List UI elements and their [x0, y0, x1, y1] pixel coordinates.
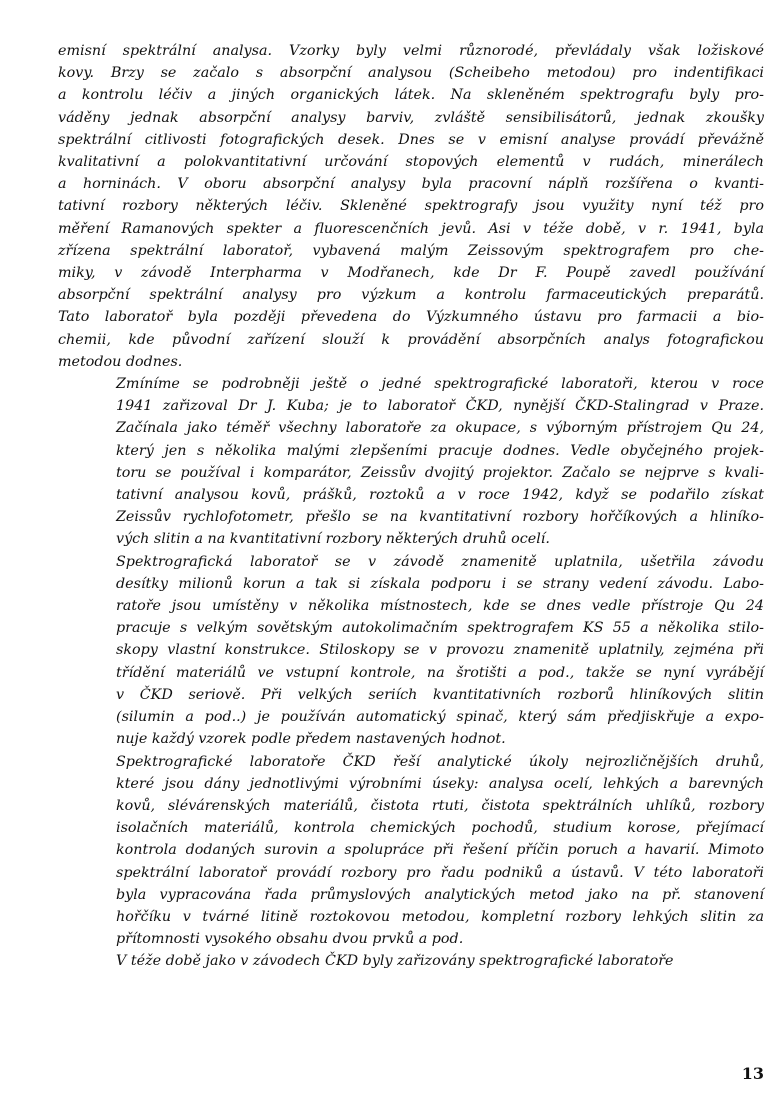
text-line: kovů, slévárenských materiálů, čistota rtuti, čistota spektrálních uhlíků, rozbory	[116, 797, 764, 814]
paragraph	[58, 751, 764, 951]
text-line: absorpční spektrální analysy pro výzkum a kontrolu farmaceutických preparátů.	[58, 287, 764, 304]
text-line: měření Ramanových spekter a fluorescenčních jevů. Asi v téže době, v r. 1941, byla	[58, 220, 764, 237]
body-text	[58, 40, 764, 973]
text-line: byla vypracována řada průmyslových analytických metod jako na př. stanovení	[116, 886, 764, 903]
text-line: spektrální citlivosti fotografických desek. Dnes se v emisní analyse provádí převážně	[58, 131, 764, 148]
page-number: 13	[741, 1064, 764, 1083]
text-line: Zeissův rychlofotometr, přešlo se na kvantitativní rozbory hořčíkových a hliníko-	[116, 509, 764, 526]
text-line: zřízena spektrální laboratoř, vybavená malým Zeissovým spektrografem pro che-	[58, 242, 764, 259]
paragraph	[58, 373, 764, 551]
paragraph	[58, 950, 764, 972]
text-line: spektrální laboratoř provádí rozbory pro řadu podniků a ústavů. V této laboratoři	[116, 864, 764, 881]
text-line: isolačních materiálů, kontrola chemických pochodů, studium korose, přejímací	[116, 820, 764, 837]
text-line: Tato laboratoř byla později převedena do Výzkumného ústavu pro farmacii a bio-	[58, 309, 764, 326]
text-line: Začínala jako téměř všechny laboratoře za okupace, s výborným přístrojem Qu 24,	[116, 420, 764, 437]
text-line: nuje každý vzorek podle předem nastavených hodnot.	[116, 731, 506, 748]
text-line: tativní rozbory některých léčiv. Skleněné spektrografy jsou využity nyní též pro	[58, 198, 764, 215]
text-line: který jen s několika malými zlepšeními pracuje dodnes. Vedle obyčejného projek-	[116, 442, 764, 459]
text-line: chemii, kde původní zařízení slouží k provádění absorpčních analys fotografickou	[58, 331, 764, 348]
text-line: kvalitativní a polokvantitativní určování stopových elementů v rudách, minerálech	[58, 154, 764, 171]
text-line: tativní analysou kovů, prášků, roztoků a v roce 1942, když se podařilo získat	[116, 487, 764, 504]
text-line: 1941 zařizoval Dr J. Kuba; je to laboratoř ČKD, nynější ČKD-Stalingrad v Praze.	[116, 398, 764, 415]
text-line: emisní spektrální analysa. Vzorky byly velmi různorodé, převládaly však ložiskové	[58, 43, 764, 59]
text-line: pracuje s velkým sovětským autokolimačním spektrografem KS 55 a několika stilo-	[116, 620, 764, 637]
text-line: které jsou dány jednotlivými výrobními úseky: analysa ocelí, lehkých a barevných	[116, 775, 764, 792]
text-line: Spektrografické laboratoře ČKD řeší analytické úkoly nejrozličnějších druhů,	[116, 753, 764, 770]
text-line: kontrola dodaných surovin a spolupráce při řešení příčin poruch a havarií. Mimoto	[116, 842, 764, 859]
text-line: skopy vlastní konstrukce. Stiloskopy se v provozu znamenitě uplatnily, zejména při	[116, 642, 764, 659]
text-line: (silumin a pod..) je používán automatický spinač, který sám předjiskřuje a expo-	[116, 709, 764, 726]
text-line: přítomnosti vysokého obsahu dvou prvků a pod.	[116, 931, 464, 948]
text-line: a kontrolu léčiv a jiných organických látek. Na skleněném spektrografu byly pro-	[58, 87, 764, 104]
text-line: ratoře jsou umístěny v několika místnostech, kde se dnes vedle přístroje Qu 24	[116, 598, 764, 615]
text-line: miky, v závodě Interpharma v Modřanech, kde Dr F. Poupě zavedl používání	[58, 265, 764, 282]
text-line: desítky milionů korun a tak si získala podporu i se strany vedení závodu. Labo-	[116, 575, 764, 592]
text-line: hořčíku v tvárné litině roztokovou metodou, kompletní rozbory lehkých slitin za	[116, 908, 764, 925]
text-line: a horninách. V oboru absorpční analysy byla pracovní náplň rozšířena o kvanti-	[58, 176, 764, 193]
text-line: toru se používal i komparátor, Zeissův dvojitý projektor. Začalo se nejprve s kvali-	[116, 464, 764, 481]
document-page	[58, 40, 764, 1110]
text-line: váděny jednak absorpční analysy barviv, zvláště sensibilisátorů, jednak zkoušky	[58, 109, 764, 126]
text-line: V téže době jako v závodech ČKD byly zařizovány spektrografické laboratoře	[116, 953, 674, 970]
text-line: metodou dodnes.	[58, 353, 183, 370]
text-line: kovy. Brzy se začalo s absorpční analysou (Scheibeho metodou) pro indentifikaci	[58, 65, 764, 82]
text-line: třídění materiálů ve vstupní kontrole, na šrotišti a pod., takže se nyní vyrábějí	[116, 664, 764, 681]
text-line: Spektrografická laboratoř se v závodě znamenitě uplatnila, ušetřila závodu	[116, 553, 764, 570]
paragraph	[58, 551, 764, 751]
text-line: Zmíníme se podrobněji ještě o jedné spektrografické laboratoři, kterou v roce	[116, 376, 764, 393]
text-line: v ČKD seriově. Při velkých seriích kvantitativních rozborů hliníkových slitin	[116, 686, 764, 703]
paragraph	[58, 40, 764, 373]
text-line: vých slitin a na kvantitativní rozbory některých druhů ocelí.	[116, 531, 550, 548]
